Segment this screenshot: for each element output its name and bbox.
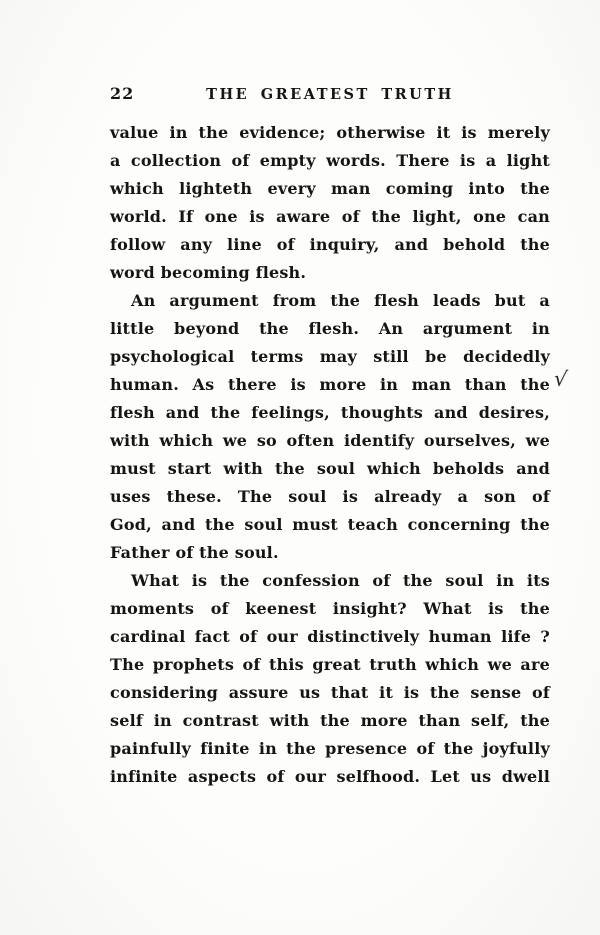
running-header bbox=[110, 84, 550, 104]
text-line: uses these. The soul is already a son of bbox=[110, 487, 550, 506]
text-line: little beyond the flesh. An argument in bbox=[110, 319, 550, 338]
page-title: THE GREATEST TRUTH bbox=[206, 86, 454, 103]
text-line: flesh and the feelings, thoughts and desires, bbox=[110, 403, 550, 422]
text-line: with which we so often identify ourselves, we bbox=[110, 431, 550, 450]
text-line: An argument from the flesh leads but a bbox=[131, 291, 550, 310]
text-line: self in contrast with the more than self, the bbox=[110, 711, 550, 730]
text-line: value in the evidence; otherwise it is merely bbox=[110, 123, 550, 142]
text-line: follow any line of inquiry, and behold the bbox=[110, 235, 550, 254]
text-line: a collection of empty words. There is a light bbox=[110, 151, 550, 170]
text-line: considering assure us that it is the sense of bbox=[110, 683, 550, 702]
text-line: word becoming flesh. bbox=[110, 263, 307, 282]
text-line: cardinal fact of our distinctively human life ? bbox=[110, 627, 550, 646]
handwritten-checkmark: √ bbox=[552, 366, 569, 392]
page-number: 22 bbox=[110, 84, 135, 103]
text-line: must start with the soul which beholds and bbox=[110, 459, 550, 478]
text-line: human. As there is more in man than the bbox=[110, 375, 550, 394]
text-line: Father of the soul. bbox=[110, 543, 279, 562]
body-text bbox=[110, 119, 569, 791]
text-line: God, and the soul must teach concerning the bbox=[110, 515, 550, 534]
text-line: which lighteth every man coming into the bbox=[110, 179, 550, 198]
text-line: The prophets of this great truth which we are bbox=[110, 655, 550, 674]
text-line: moments of keenest insight? What is the bbox=[110, 599, 550, 618]
text-line: psychological terms may still be decidedly bbox=[110, 347, 550, 366]
text-line: infinite aspects of our selfhood. Let us dwell bbox=[110, 767, 550, 786]
text-line: world. If one is aware of the light, one can bbox=[110, 207, 550, 226]
text-line: painfully finite in the presence of the joyfully bbox=[110, 739, 550, 758]
text-line: What is the confession of the soul in its bbox=[131, 571, 550, 590]
